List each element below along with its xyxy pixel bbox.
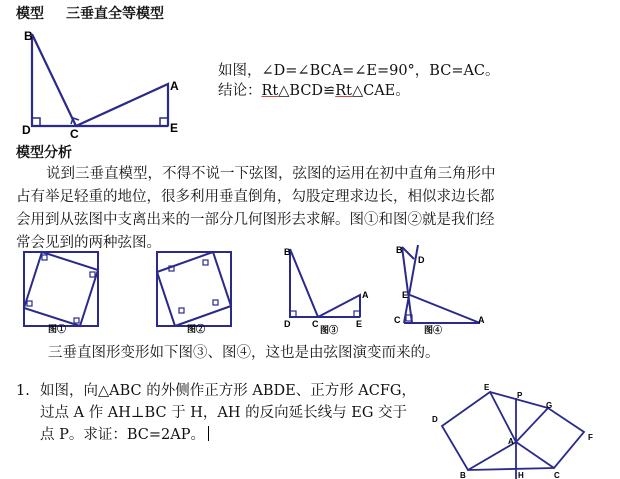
analysis-line: 会用到从弦图中支离出来的一部分几何图形去求解。图①和图②就是我们经 [16, 212, 495, 228]
variant-text: 三垂直图形变形如下图③、图④，这也是由弦图演变而来的。 [48, 345, 440, 361]
condition-text: 如图，∠D=∠BCA=∠E=90°，BC=AC。 [218, 63, 500, 79]
model-title: 三垂直全等模型 [66, 6, 164, 22]
analysis-line: 常会见到的两种弦图。 [16, 235, 161, 251]
problem-line-last: 点 P。求证：BC=2AP。 [40, 424, 209, 447]
problem-line: 过点 A 作 AH⊥BC 于 H，AH 的反向延长线与 EG 交于 [40, 405, 408, 421]
problem-fig-label-b: B [460, 471, 466, 479]
figure-2 [155, 250, 235, 334]
figure-3-label-c: C [312, 319, 319, 329]
main-label-a: A [170, 79, 179, 93]
model-label: 模型 [16, 6, 44, 22]
problem-figure [430, 382, 610, 479]
figure-3 [280, 243, 375, 335]
figure-3-caption: 图③ [320, 325, 339, 335]
figure-4-caption: 图④ [424, 325, 443, 335]
problem-fig-label-p: P [517, 391, 523, 400]
figure-1 [22, 250, 102, 334]
main-label-b: B [24, 29, 33, 43]
figure-4 [392, 243, 487, 335]
analysis-paragraph [16, 163, 561, 255]
problem-number: 1. [16, 383, 30, 399]
figure-1-caption: 图① [48, 324, 67, 334]
figure-4-label-a: A [478, 315, 485, 325]
problem-fig-label-h: H [518, 471, 524, 479]
problem-fig-label-g: G [546, 401, 553, 410]
text-cursor [208, 426, 209, 441]
main-label-e: E [170, 121, 179, 135]
conclusion-text: 结论：Rt△BCD≌Rt△CAE。 [218, 83, 410, 99]
analysis-heading: 模型分析 [16, 145, 72, 161]
main-label-d: D [22, 123, 31, 137]
problem-fig-label-f: F [588, 433, 593, 442]
figure-4-label-d: D [418, 255, 425, 265]
problem-fig-label-a: A [508, 437, 514, 446]
figure-2-caption: 图② [187, 324, 206, 334]
analysis-line: 占有举足轻重的地位，很多利用垂直倒角，勾股定理求边长，相似求边长都 [16, 189, 495, 205]
problem-fig-label-d: D [432, 415, 438, 424]
main-figure [18, 28, 193, 138]
analysis-line: 说到三垂直模型，不得不说一下弦图，弦图的运用在初中直角三角形中 [46, 166, 496, 182]
figure-4-label-e: E [402, 290, 409, 300]
figure-3-label-d: D [284, 319, 291, 329]
figure-3-label-a: A [362, 290, 369, 300]
figure-4-label-c: C [394, 315, 401, 325]
figure-4-label-b: B [396, 245, 403, 255]
figure-3-label-b: B [284, 247, 291, 257]
problem-line: 如图，向△ABC 的外侧作正方形 ABDE、正方形 ACFG， [40, 383, 417, 399]
main-label-c: C [70, 127, 79, 138]
problem-fig-label-e: E [484, 383, 490, 392]
problem-fig-label-c: C [554, 471, 560, 479]
figure-3-label-e: E [356, 319, 363, 329]
